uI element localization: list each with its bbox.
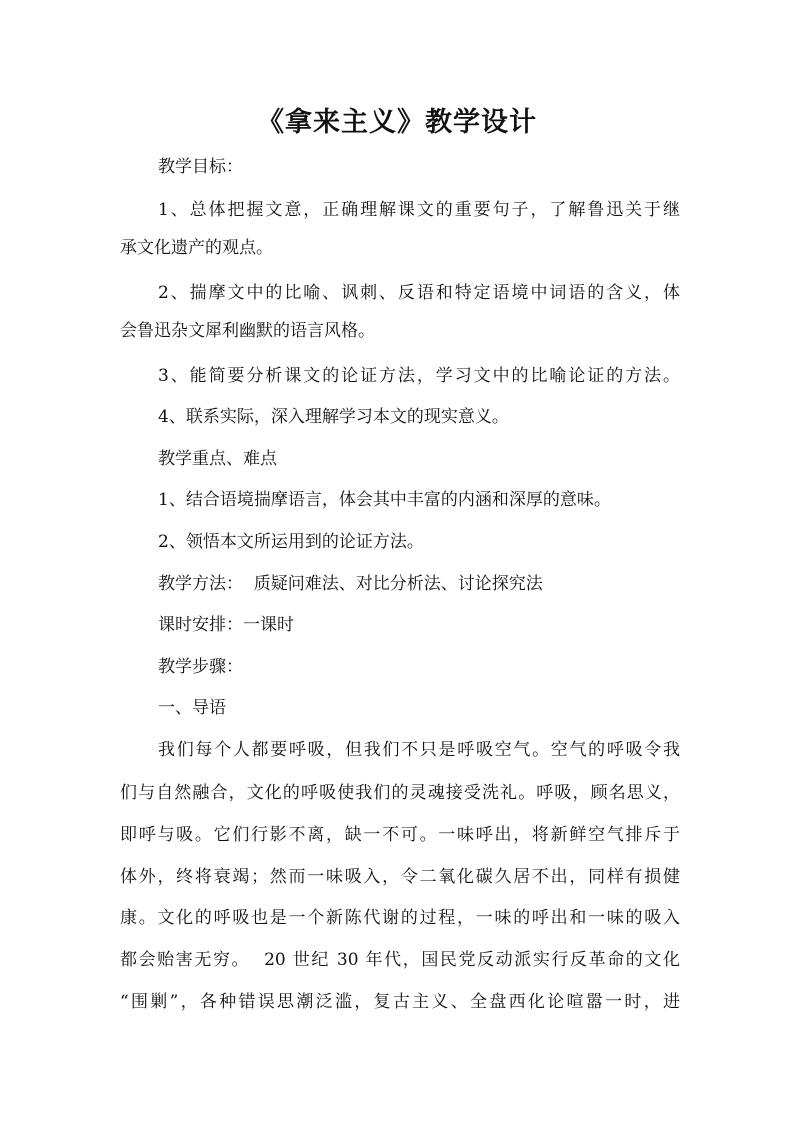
objective-4: 4、联系实际，深入理解学习本文的现实意义。 bbox=[158, 407, 509, 427]
objective-3: 3、能简要分析课文的论证方法，学习文中的比喻论证的方法。 bbox=[158, 366, 680, 386]
intro-paragraph-line-4: 体外，终将衰竭；然而一味吸入，令二氧化碳久居不出，同样有损健 bbox=[120, 867, 680, 887]
key-point-2: 2、领悟本文所运用到的论证方法。 bbox=[158, 532, 424, 552]
step-1-heading: 一、导语 bbox=[158, 698, 226, 718]
intro-paragraph-line-6: 都会贻害无穷。 20 世纪 30 年代，国民党反动派实行反革命的文化 bbox=[120, 950, 680, 970]
intro-paragraph-line-5: 康。文化的呼吸也是一个新陈代谢的过程，一味的呼出和一味的吸入 bbox=[120, 908, 680, 928]
teaching-methods: 教学方法： 质疑问难法、对比分析法、讨论探究法 bbox=[158, 574, 543, 594]
document-title: 《拿来主义》教学设计 bbox=[257, 107, 537, 138]
intro-paragraph-line-2: 们与自然融合，文化的呼吸使我们的灵魂接受洗礼。呼吸，顾名思义， bbox=[120, 783, 680, 803]
intro-paragraph-line-3: 即呼与吸。它们行影不离，缺一不可。一味呼出，将新鲜空气排斥于 bbox=[120, 825, 680, 845]
class-schedule: 课时安排：一课时 bbox=[158, 615, 294, 635]
key-point-1: 1、结合语境揣摩语言，体会其中丰富的内涵和深厚的意味。 bbox=[158, 490, 611, 510]
section-heading-key-points: 教学重点、难点 bbox=[158, 449, 277, 469]
objective-1-line-1: 1、总体把握文意，正确理解课文的重要句子，了解鲁迅关于继 bbox=[158, 200, 680, 220]
objective-2-line-1: 2、揣摩文中的比喻、讽刺、反语和特定语境中词语的含义，体 bbox=[158, 283, 680, 303]
objective-2-line-2: 会鲁迅杂文犀利幽默的语言风格。 bbox=[120, 321, 375, 341]
objective-1-line-2: 承文化遗产的观点。 bbox=[120, 238, 273, 258]
section-heading-objectives: 教学目标： bbox=[158, 157, 243, 177]
intro-paragraph-line-7: “围剿”，各种错误思潮泛滥，复古主义、全盘西化论喧嚣一时，进 bbox=[120, 992, 680, 1012]
section-heading-steps: 教学步骤： bbox=[158, 657, 243, 677]
intro-paragraph-line-1: 我们每个人都要呼吸，但我们不只是呼吸空气。空气的呼吸令我 bbox=[158, 740, 680, 760]
